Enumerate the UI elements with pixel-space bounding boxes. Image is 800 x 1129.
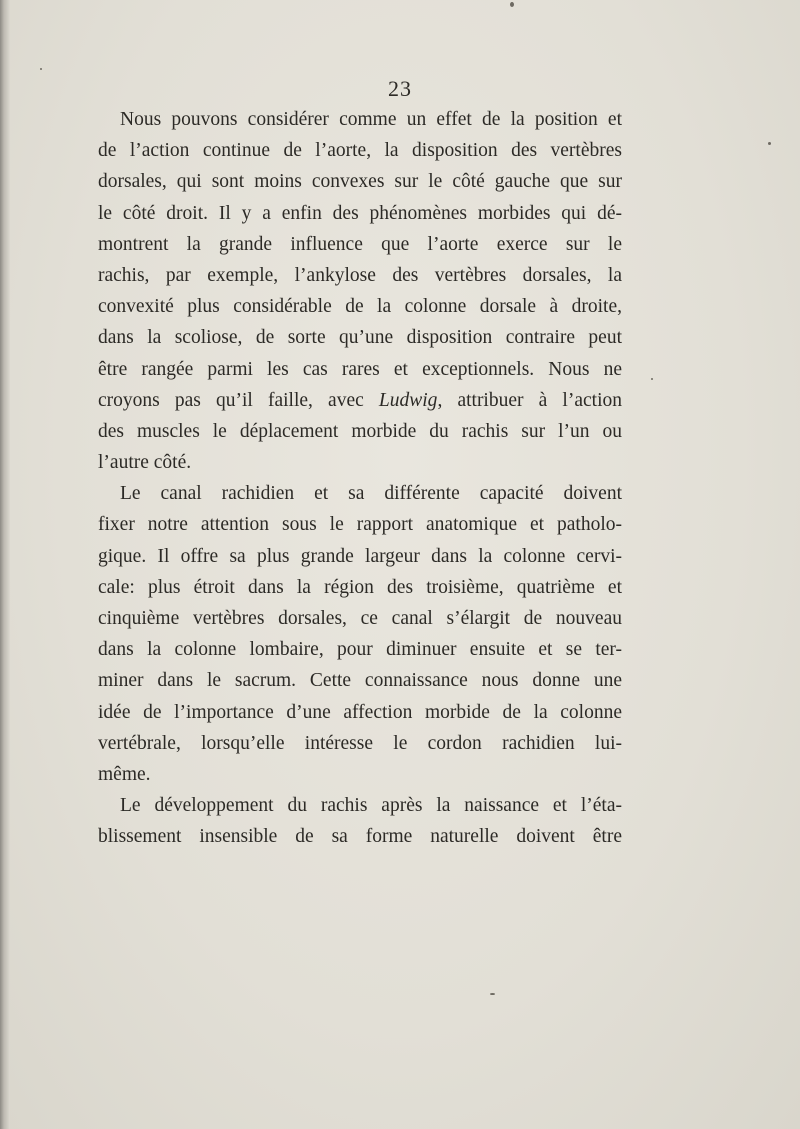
author-name: Ludwig [378, 389, 438, 411]
text-line: blissement insensible de sa forme naturelle doivent être [98, 826, 622, 848]
page-number: 23 [388, 76, 412, 101]
text-line: Le canal rachidien et sa différente capacité doivent [120, 483, 622, 505]
text-line: convexité plus considérable de la colonne dorsale à droite, [98, 296, 622, 318]
text-line: Nous pouvons considérer comme un effet de la position et [120, 109, 622, 130]
text-line: dans la colonne lombaire, pour diminuer ensuite et se ter- [98, 639, 622, 661]
body-text [98, 104, 622, 853]
text-line: même. [98, 763, 151, 785]
paragraph [98, 478, 622, 790]
paper-speck [651, 378, 653, 380]
text-segment: croyons pas qu’il faille, avec [98, 389, 379, 411]
text-line: idée de l’importance d’une affection morbide de la colonne [98, 701, 622, 723]
text-line: cale: plus étroit dans la région des troisième, quatrième et [98, 576, 622, 598]
text-line: cinquième vertèbres dorsales, ce canal s’élargit de nouveau [98, 608, 622, 629]
text-line: être rangée parmi les cas rares et exceptionnels. Nous ne [98, 358, 622, 380]
text-segment: , attribuer à l’action [437, 389, 622, 411]
text-line: gique. Il offre sa plus grande largeur dans la colonne cervi- [98, 545, 622, 567]
text-line: montrent la grande influence que l’aorte exerce sur le [98, 233, 622, 255]
paper-speck [40, 68, 42, 70]
text-line: vertébrale, lorsqu’elle intéresse le cordon rachidien lui- [98, 732, 622, 754]
text-line: miner dans le sacrum. Cette connaissance nous donne une [98, 670, 622, 692]
paper-speck [510, 2, 514, 7]
text-line: l’autre côté. [98, 452, 192, 474]
paper-speck [490, 993, 495, 995]
page-gutter [0, 0, 10, 1129]
text-line: des muscles le déplacement morbide du rachis sur l’un ou [98, 420, 622, 442]
text-line: de l’action continue de l’aorte, la disposition des vertèbres [98, 140, 622, 162]
text-line: Le développement du rachis après la naissance et l’éta- [120, 795, 622, 817]
paragraph [98, 790, 622, 852]
paragraph [98, 104, 622, 478]
text-line [98, 385, 622, 416]
text-line: le côté droit. Il y a enfin des phénomènes morbides qui dé- [98, 202, 622, 224]
text-line: rachis, par exemple, l’ankylose des vertèbres dorsales, la [98, 264, 622, 286]
text-line: dorsales, qui sont moins convexes sur le côté gauche que sur [98, 171, 622, 193]
paper-speck [768, 142, 771, 145]
text-line: dans la scoliose, de sorte qu’une disposition contraire peut [98, 327, 622, 349]
text-line: fixer notre attention sous le rapport anatomique et patholo- [98, 514, 622, 536]
